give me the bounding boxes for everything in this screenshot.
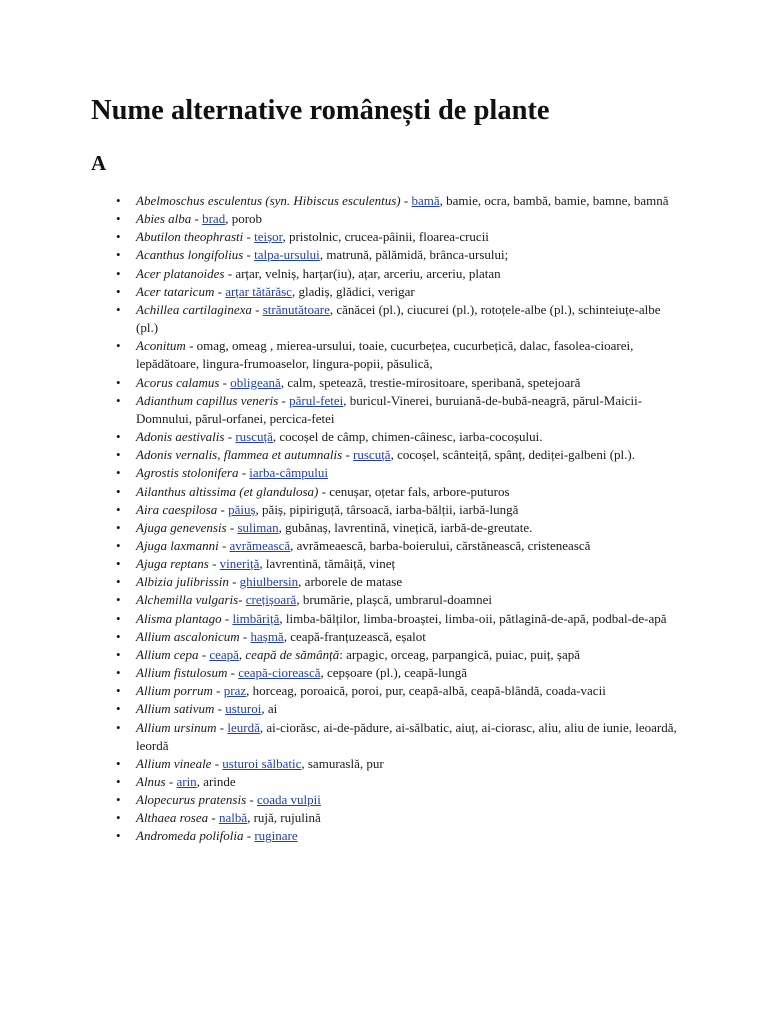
latin-name: Albizia julibrissin [136, 574, 229, 590]
list-item [136, 392, 684, 428]
separator: - [224, 429, 236, 445]
alternative-names: , cocoșel de câmp, chimen-câinesc, iarba-cocoșului. [272, 429, 543, 445]
common-name-link[interactable]: limbăriță [232, 610, 280, 626]
common-name-link[interactable]: crețișoară [245, 592, 297, 608]
list-item [136, 446, 684, 464]
list-item [136, 646, 684, 664]
separator: - [228, 574, 240, 590]
latin-name: Acanthus longifolius [136, 247, 244, 263]
latin-name: Allium fistulosum [136, 665, 228, 681]
common-name-link[interactable]: hașmă [250, 628, 284, 644]
latin-name: Andromeda polifolia [136, 828, 244, 844]
alternative-names: , arborele de matase [298, 574, 403, 590]
latin-name: Abies alba [136, 211, 192, 227]
alternative-names: , rujă, rujulină [247, 810, 321, 826]
alternative-names: , matrună, pălămidă, brânca-ursului; [319, 247, 509, 263]
common-name-link[interactable]: obligeană [230, 374, 281, 390]
list-item [136, 519, 684, 537]
separator: - [238, 465, 250, 481]
separator: - [216, 719, 228, 735]
list-item [136, 192, 684, 210]
list-item [136, 210, 684, 228]
separator: - [198, 646, 210, 662]
alternative-names: , ai [261, 701, 278, 717]
alternative-names: , bamie, ocra, bambă, bamie, bamne, bamnă [439, 193, 669, 208]
alternative-names: , gubănaș, lavrentină, vinețică, iarbă-de-greutate. [278, 519, 533, 535]
separator: - [185, 338, 197, 354]
latin-name: Allium ursinum [136, 719, 217, 735]
alternative-names: , pristolnic, crucea-pâinii, floarea-crucii [282, 229, 489, 245]
list-item [136, 555, 684, 573]
list-item [136, 246, 684, 264]
latin-name: Allium porrum [136, 683, 213, 699]
latin-name: Acorus calamus [136, 374, 220, 390]
separator: - [239, 628, 251, 644]
common-name-link[interactable]: leurdă [227, 719, 260, 735]
common-name-link[interactable]: păiuș [228, 501, 256, 517]
latin-name: Althaea rosea [136, 810, 209, 826]
common-name-link[interactable]: usturoi sălbatic [222, 755, 302, 771]
latin-name: Ajuga genevensis [136, 519, 227, 535]
list-item [136, 682, 684, 700]
common-name-link[interactable]: ceapă [209, 646, 239, 662]
alternative-names: arțar, velniș, harțar(iu), ațar, arceriu, arceriu, platan [235, 265, 501, 281]
separator: - [214, 701, 226, 717]
separator: - [251, 301, 263, 317]
list-item [136, 483, 684, 501]
separator: - [165, 774, 177, 789]
list-item [136, 591, 684, 609]
separator: - [212, 683, 224, 699]
alternative-names: , [238, 646, 246, 662]
latin-name: Ailanthus altissima (et glandulosa) [136, 483, 319, 499]
separator: - [217, 501, 229, 517]
latin-name: Abelmoschus esculentus (syn. Hibiscus esculentus) [136, 193, 401, 208]
alternative-names: , horceag, poroaică, poroi, pur, ceapă-albă, ceapă-blândă, coada-vacii [246, 683, 606, 699]
list-item [136, 537, 684, 555]
list-item [136, 337, 684, 373]
alternative-names: , samuraslă, pur [301, 755, 384, 771]
alternative-names: , arinde [196, 774, 236, 789]
list-item [136, 283, 684, 301]
separator: - [243, 247, 255, 263]
latin-name: Adianthum capillus veneris [136, 392, 279, 408]
common-name-link[interactable]: avrămească [229, 537, 291, 553]
list-item [136, 428, 684, 446]
common-name-link[interactable]: teișor [254, 229, 283, 245]
alternative-names: , buricul-Vinerei, buruiană-de-bubă-neagră, părul-Maicii-Domnului, părul-orfanei, percica-fetei [136, 392, 643, 426]
list-item [136, 755, 684, 773]
list-item [136, 228, 684, 246]
list-item [136, 573, 684, 591]
latin-name: Alisma plantago [136, 610, 222, 626]
separator: - [238, 592, 246, 608]
common-name-link[interactable]: ceapă-ciorească [238, 665, 321, 681]
list-item [136, 809, 684, 827]
latin-name: Abutilon theophrasti [136, 229, 244, 245]
common-name-link[interactable]: nalbă [218, 810, 248, 826]
alternative-names: , cănăcei (pl.), ciucurei (pl.), rotoțele-albe (pl.), schinteiuțe-albe (pl.) [136, 301, 661, 336]
common-name-link[interactable]: ruscuță [235, 429, 273, 445]
separator: - [226, 519, 238, 535]
latin-name: Allium ascalonicum [136, 628, 240, 644]
common-name-link[interactable]: arțar tătărăsc [225, 283, 292, 299]
alternative-names: , gladiș, glădici, verigar [291, 283, 415, 299]
page-title: Nume alternative românești de plante [91, 95, 550, 126]
common-name-link[interactable]: părul-fetei [289, 392, 344, 408]
secondary-alternative-names: : arpagic, orceag, parpangică, puiac, puiț, șapă [339, 646, 581, 662]
list-item [136, 301, 684, 337]
common-name-link[interactable]: bamă [411, 193, 440, 208]
latin-name: Agrostis stolonifera [136, 465, 239, 481]
alternative-names: , ai-ciorăsc, ai-de-pădure, ai-sălbatic, aiuț, ai-ciorasc, aliu, aliu de iunie, leoardă, leordă [136, 719, 677, 753]
alternative-names: cenușar, oțetar fals, arbore-puturos [329, 483, 510, 499]
latin-name: Adonis vernalis, flammea et autumnalis [136, 447, 343, 463]
list-item [136, 374, 684, 392]
list-item [136, 610, 684, 628]
common-name-link[interactable]: iarba-câmpului [249, 465, 328, 481]
alternative-names: , păiș, pipiriguță, târsoacă, iarba-bălții, iarbă-lungă [255, 501, 519, 517]
list-item [136, 265, 684, 283]
list-item [136, 700, 684, 718]
list-item [136, 827, 684, 845]
section-heading-a: A [91, 151, 107, 175]
list-item [136, 628, 684, 646]
separator: - [191, 211, 203, 227]
common-name-link[interactable]: ruscuță [353, 447, 391, 463]
common-name-link[interactable]: ghiulbersin [239, 574, 299, 590]
alternative-names: , calm, spetează, trestie-mirositoare, speribană, spetejoară [280, 374, 581, 390]
separator: - [211, 755, 223, 771]
latin-name: Aconitum [136, 338, 186, 354]
common-name-link[interactable]: usturoi [225, 701, 262, 717]
plant-list [136, 192, 684, 846]
common-name-link[interactable]: strănutătoare [262, 301, 330, 317]
common-name-link[interactable]: arin [176, 774, 197, 789]
separator: - [318, 483, 330, 499]
common-name-link[interactable]: talpa-ursului [254, 247, 320, 263]
alternative-names: , lavrentină, tămâiță, vineț [259, 556, 396, 572]
common-name-link[interactable]: ruginare [254, 828, 298, 844]
alternative-names: , limba-bălților, limba-broaștei, limba-oii, pătlagină-de-apă, podbal-de-apă [279, 610, 667, 626]
alternative-names: , cocoșel, scânteiță, spânț, dediței-galbeni (pl.). [390, 447, 635, 463]
latin-name: Alchemilla vulgaris [136, 592, 239, 608]
common-name-link[interactable]: praz [223, 683, 247, 699]
list-item [136, 773, 684, 791]
list-item [136, 719, 684, 755]
separator: - [400, 193, 412, 208]
common-name-link[interactable]: brad [202, 211, 226, 227]
separator: - [218, 537, 230, 553]
latin-name: Ajuga laxmanni [136, 537, 219, 553]
alternative-names: , ceapă-franțuzească, eșalot [283, 628, 426, 644]
list-item [136, 464, 684, 482]
alternative-names: , avrămeaescă, barba-boierului, cărstănească, cristenească [290, 537, 591, 553]
latin-name: Allium sativum [136, 701, 215, 717]
separator: - [219, 374, 231, 390]
common-name-link[interactable]: coada vulpii [256, 792, 321, 808]
latin-name: Allium cepa [136, 646, 199, 662]
alternative-names: , brumărie, plașcă, umbrarul-doamnei [296, 592, 492, 608]
latin-name: Acer tataricum [136, 283, 215, 299]
latin-name: Acer platanoides [136, 265, 225, 281]
list-item [136, 791, 684, 809]
latin-name: Alnus [136, 774, 166, 789]
separator: - [246, 792, 257, 808]
alternative-names: omag, omeag , mierea-ursului, toaie, cucurbețea, cucurbețică, dalac, fasolea-cioarei, lepădătoare, lingura-frumoaselor, lingura-popii, păsulică, [136, 338, 634, 372]
common-name-link[interactable]: suliman [237, 519, 279, 535]
separator: - [243, 828, 255, 844]
separator: - [278, 392, 290, 408]
latin-name: Adonis aestivalis [136, 429, 225, 445]
separator: - [208, 810, 219, 826]
list-item [136, 501, 684, 519]
separator: - [243, 229, 255, 245]
latin-name: Allium vineale [136, 755, 212, 771]
separator: - [221, 610, 233, 626]
secondary-latin-name: ceapă de sămânță [245, 646, 340, 662]
alternative-names: , cepșoare (pl.), ceapă-lungă [320, 665, 468, 681]
alternative-names: , porob [225, 211, 263, 227]
separator: - [214, 283, 226, 299]
latin-name: Achillea cartilaginexa [136, 301, 252, 317]
separator: - [227, 665, 239, 681]
list-item [136, 664, 684, 682]
latin-name: Ajuga reptans [136, 556, 209, 572]
latin-name: Alopecurus pratensis [136, 792, 247, 808]
separator: - [208, 556, 220, 572]
separator: - [342, 447, 354, 463]
latin-name: Aira caespilosa [136, 501, 218, 517]
separator: - [224, 265, 236, 281]
common-name-link[interactable]: vineriță [219, 556, 260, 572]
